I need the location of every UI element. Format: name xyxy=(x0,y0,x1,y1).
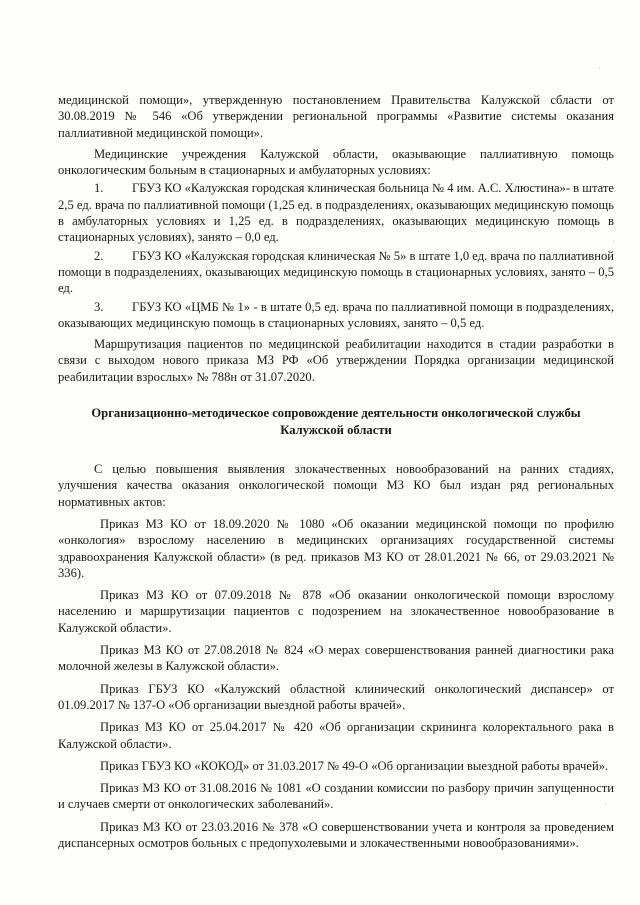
decree-item: Приказ МЗ КО от 31.08.2016 № 1081 «О создании комиссии по разбору причин запущенности и случаев смерти от онкологических заболеваний». xyxy=(58,781,614,812)
decree-item: Приказ МЗ КО от 25.04.2017 № 420 «Об организации скрининга колоректального рака в Калужской области». xyxy=(58,720,614,751)
institution-number: 3. xyxy=(94,299,104,314)
decree-item: Приказ МЗ КО от 23.03.2016 № 378 «О совершенствовании учета и контроля за проведением диспансерных осмотров больных с предопухолевыми и злокачественными новообразованиями». xyxy=(58,819,614,850)
decree-item: Приказ МЗ КО от 07.09.2018 № 878 «Об оказании онкологической помощи взрослому населению и маршрутизации пациентов с подозрением на злокачественное новообразование в Калужской области». xyxy=(58,588,614,635)
decree-item: Приказ МЗ КО от 18.09.2020 № 1080 «Об оказании медицинской помощи по профилю «онкология» взрослому населению в медицинских организациях государственной системы здравоохранения Калужской области» (в ред. приказов МЗ КО от 28.01.2021 № 66, от 29.03.2021 № 336). xyxy=(58,516,614,580)
institution-text: ГБУЗ КО «Калужская городская клиническая № 5» в штате 1,0 ед. врача по паллиативной помощи в подразделениях, оказывающих медицинскую помощь в стационарных условиях, занято – 0,5 ед. xyxy=(58,248,614,296)
scan-speck: · xyxy=(604,800,607,809)
institution-item xyxy=(58,180,614,245)
decree-item: Приказ ГБУЗ КО «КОКОД» от 31.03.2017 № 49-О «Об организации выездной работы врачей». xyxy=(100,758,609,773)
institution-text: ГБУЗ КО «ЦМБ № 1» - в штате 0,5 ед. врача по паллиативной помощи в подразделениях, оказывающих медицинскую помощь в стационарных условиях, занято – 0,5 ед. xyxy=(58,299,614,330)
scan-speck: · xyxy=(598,64,601,73)
institution-number: 2. xyxy=(94,248,104,263)
section-heading: Организационно-методическое сопровождение деятельности онкологической службы Калужской области xyxy=(91,406,581,438)
paragraph-program: медицинской помощи», утвержденную постановлением Правительства Калужской сбласти от 30.08.2019 № 546 «Об утверждении региональной программы «Развитие системы оказания паллиативной медицинской помощи». xyxy=(58,93,614,140)
institution-text: ГБУЗ КО «Калужская городская клиническая больница № 4 им. А.С. Хлюстина»- в штате 2,5 ед. врача по паллиативной помощи (1,25 ед. в подразделениях, оказывающих медицинскую помощь в амбулаторных условиях и 1,25 ед. в подразделениях, оказывающих медицинскую помощь в стационарных условиях), занято – 0,0 ед. xyxy=(58,181,614,245)
paragraph-section-intro: С целью повышения выявления злокачественных новообразований на ранних стадиях, улучшения качества оказания онкологической помощи МЗ КО был издан ряд региональных нормативных актов: xyxy=(58,462,614,509)
paragraph-routing: Маршрутизация пациентов по медицинской реабилитации находится в стадии разработки в связи с выходом нового приказа МЗ РФ «Об утверждении Порядка организации медицинской реабилитации взрослых» № 788н от 31.07.2020. xyxy=(58,337,614,384)
paragraph-institutions-intro: Медицинские учреждения Калужской области, оказывающие паллиативную помощь онкологическим больным в стационарных и амбулаторных условиях: xyxy=(58,146,614,178)
document-page xyxy=(58,92,614,851)
decree-item: Приказ ГБУЗ КО «Калужский областной клинический онкологический диспансер» от 01.09.2017 № 137-О «Об организации выездной работы врачей». xyxy=(58,681,614,712)
institution-item xyxy=(58,299,614,332)
decree-item: Приказ МЗ КО от 27.08.2018 № 824 «О мерах совершенствования ранней диагностики рака молочной железы в Калужской области». xyxy=(58,643,614,674)
scan-speck: · xyxy=(612,238,615,247)
institution-number: 1. xyxy=(94,181,104,196)
institution-item xyxy=(58,248,614,297)
